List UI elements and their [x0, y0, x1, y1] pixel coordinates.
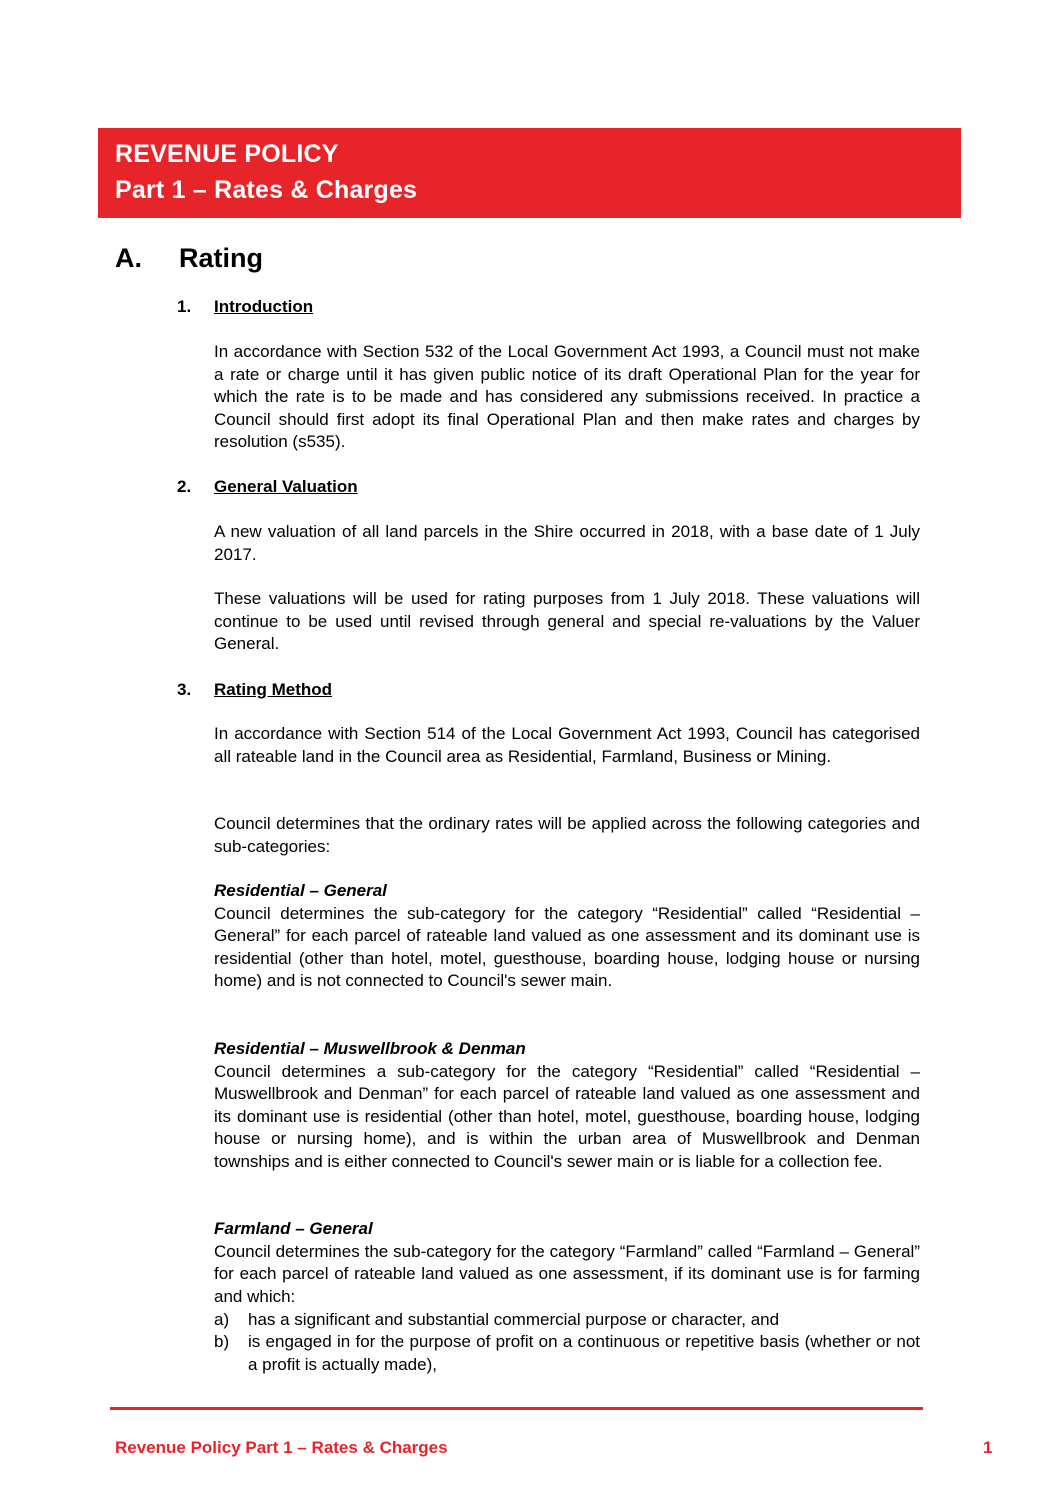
category-body: Council determines the sub-category for the category “Farmland” called “Farmland – General” for each parcel of rateable land valued as one assessment, if its dominant use is for farming and which: [214, 1241, 920, 1306]
title-banner [98, 128, 961, 218]
subsection-number: 1. [177, 297, 192, 316]
category-body: Council determines the sub-category for the category “Residential” called “Residential – General” for each parcel of rateable land valued as one assessment and its dominant use is residential (other than hotel, motel, guesthouse, boarding house, lodging house or nursing home) and is not connected to Council's sewer main. [214, 903, 920, 991]
paragraph: In accordance with Section 514 of the Local Government Act 1993, Council has categorised all rateable land in the Council area as Residential, Farmland, Business or Mining. [214, 724, 920, 766]
section-letter: A. [115, 243, 142, 273]
paragraph: In accordance with Section 532 of the Local Government Act 1993, a Council must not make a rate or charge until it has given public notice of its draft Operational Plan for the year for which the rate is to be made and has considered any submissions received. In practice a Council should first adopt its final Operational Plan and then make rates and charges by resolution (s535). [214, 342, 920, 452]
category-heading: Residential – Muswellbrook & Denman [214, 1039, 526, 1058]
subsection-number: 2. [177, 477, 192, 496]
category-block-residential-muswellbrook-denman [214, 1038, 920, 1174]
list-item [214, 1309, 920, 1332]
list-marker: a) [214, 1310, 230, 1329]
footer-divider [110, 1407, 923, 1410]
list-marker: b) [214, 1332, 230, 1351]
section-title: Rating [179, 243, 263, 273]
document-title: REVENUE POLICY [115, 140, 339, 168]
page-number: 1 [983, 1438, 993, 1457]
subsection-number: 3. [177, 680, 192, 699]
category-body: Council determines a sub-category for the category “Residential” called “Residential – Muswellbrook and Denman” for each parcel of rateable land valued as one assessment and its dominant use is residential (other than hotel, motel, guesthouse, boarding house, lodging house or nursing home), and is within the urban area of Muswellbrook and Denman townships and is either connected to Council's sewer main or is liable for a collection fee. [214, 1061, 920, 1171]
list-item [214, 1331, 920, 1376]
paragraph: A new valuation of all land parcels in the Shire occurred in 2018, with a base date of 1 July 2017. [214, 522, 920, 564]
subsection-title-general-valuation: General Valuation [214, 477, 358, 496]
footer-title: Revenue Policy Part 1 – Rates & Charges [115, 1438, 448, 1457]
subsection-title-rating-method: Rating Method [214, 680, 333, 699]
subsection-title-introduction: Introduction [214, 297, 314, 316]
paragraph: These valuations will be used for rating purposes from 1 July 2018. These valuations will continue to be used until revised through general and special re-valuations by the Valuer General. [214, 589, 920, 654]
category-heading: Farmland – General [214, 1219, 373, 1238]
category-heading: Residential – General [214, 881, 387, 900]
list-text: is engaged in for the purpose of profit on a continuous or repetitive basis (whether or not a profit is actually made), [248, 1332, 920, 1374]
category-block-residential-general [214, 880, 920, 993]
paragraph: Council determines that the ordinary rates will be applied across the following categories and sub-categories: [214, 814, 920, 856]
list-text: has a significant and substantial commercial purpose or character, and [248, 1310, 780, 1329]
document-subtitle: Part 1 – Rates & Charges [115, 176, 418, 204]
category-block-farmland-general [214, 1218, 920, 1308]
